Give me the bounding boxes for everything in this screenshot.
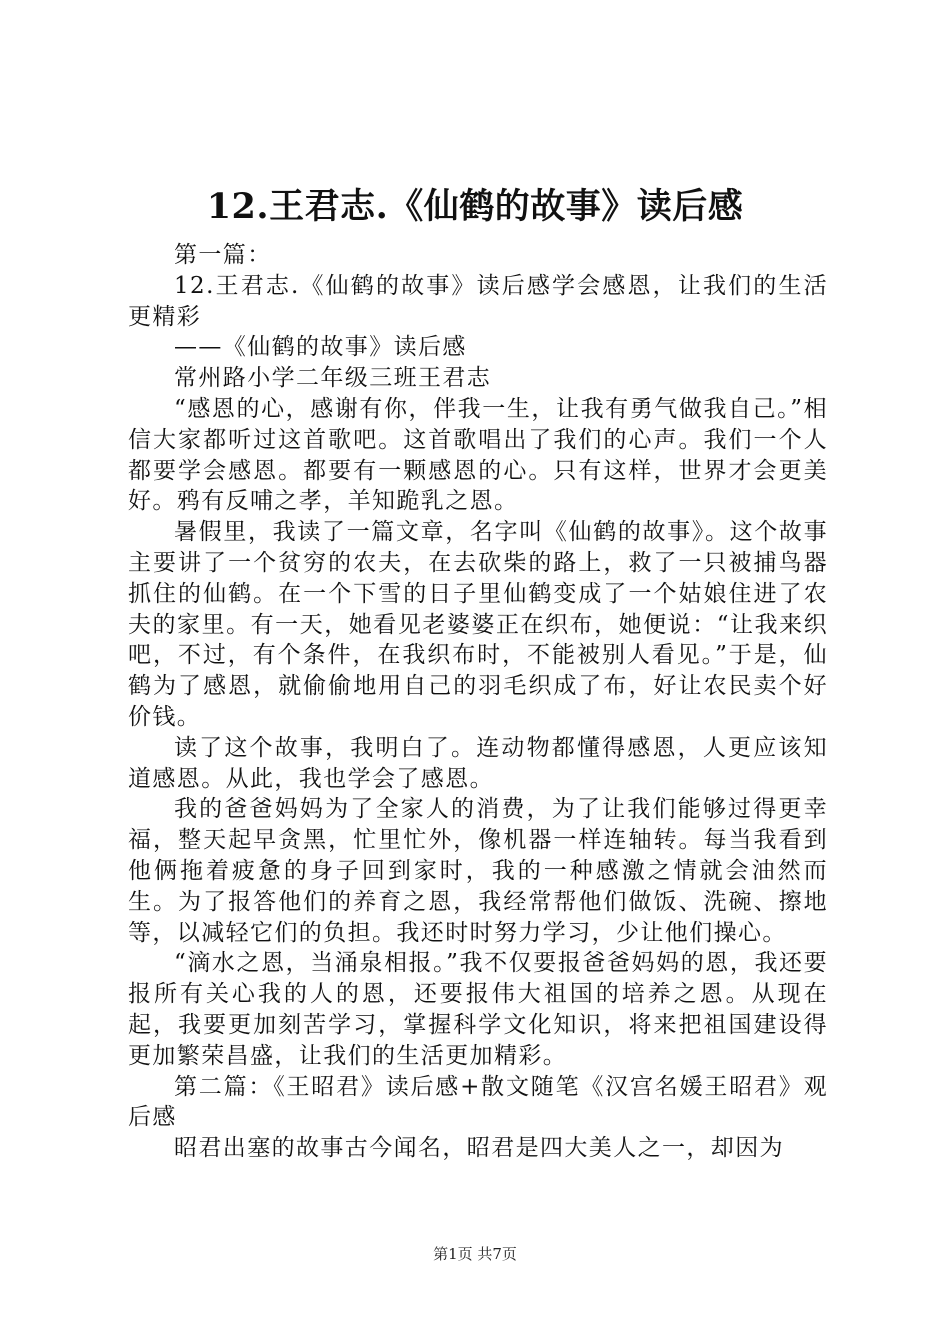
- paragraph: 暑假里，我读了一篇文章，名字叫《仙鹤的故事》。这个故事主要讲了一个贫穷的农夫，在去砍柴的路上，救了一只被捕鸟器抓住的仙鹤。在一个下雪的日子里仙鹤变成了一个姑娘住进了农夫的家里。有一天，她看见老婆婆正在织布，她便说：“让我来织吧，不过，有个条件，在我织布时，不能被别人看见。”于是，仙鹤为了感恩，就偷偷地用自己的羽毛织成了布，好让农民卖个好价钱。: [128, 519, 828, 730]
- paragraph: 读了这个故事，我明白了。连动物都懂得感恩，人更应该知道感恩。从此，我也学会了感恩。: [128, 734, 828, 792]
- page-number-footer: 第1页 共7页: [433, 1245, 517, 1263]
- document-body: [128, 240, 828, 1164]
- paragraph: 昭君出塞的故事古今闻名，昭君是四大美人之一，却因为: [174, 1135, 784, 1162]
- essay-subheading: ——《仙鹤的故事》读后感: [174, 334, 467, 361]
- section-heading-1: 第一篇：: [174, 242, 272, 268]
- paragraph: “滴水之恩，当涌泉相报。”我不仅要报爸爸妈妈的恩，我还要报所有关心我的人的恩，还要报伟大祖国的培养之恩。从现在起，我要更加刻苦学习，掌握科学文化知识，将来把祖国建设得更加繁荣昌盛，让我们的生活更加精彩。: [128, 950, 828, 1069]
- paragraph: 我的爸爸妈妈为了全家人的消费，为了让我们能够过得更幸福，整天起早贪黑，忙里忙外，像机器一样连轴转。每当我看到他俩拖着疲惫的身子回到家时，我的一种感激之情就会油然而生。为了报答他们的养育之恩，我经常帮他们做饭、洗碗、擦地等，以减轻它们的负担。我还时时努力学习，少让他们操心。: [128, 796, 828, 946]
- paragraph: “感恩的心，感谢有你，伴我一生，让我有勇气做我自己。”相信大家都听过这首歌吧。这首歌唱出了我们的心声。我们一个人都要学会感恩。都要有一颗感恩的心。只有这样，世界才会更美好。鸦有反哺之孝，羊知跪乳之恩。: [128, 395, 828, 515]
- essay-subtitle: 12.王君志.《仙鹤的故事》读后感学会感恩，让我们的生活更精彩: [128, 272, 828, 330]
- document-title: 12.王君志.《仙鹤的故事》读后感: [206, 186, 744, 227]
- author-line: 常州路小学二年级三班王君志: [174, 365, 492, 392]
- section-heading-2: 第二篇：《王昭君》读后感+散文随笔《汉宫名媛王昭君》观后感: [128, 1073, 828, 1131]
